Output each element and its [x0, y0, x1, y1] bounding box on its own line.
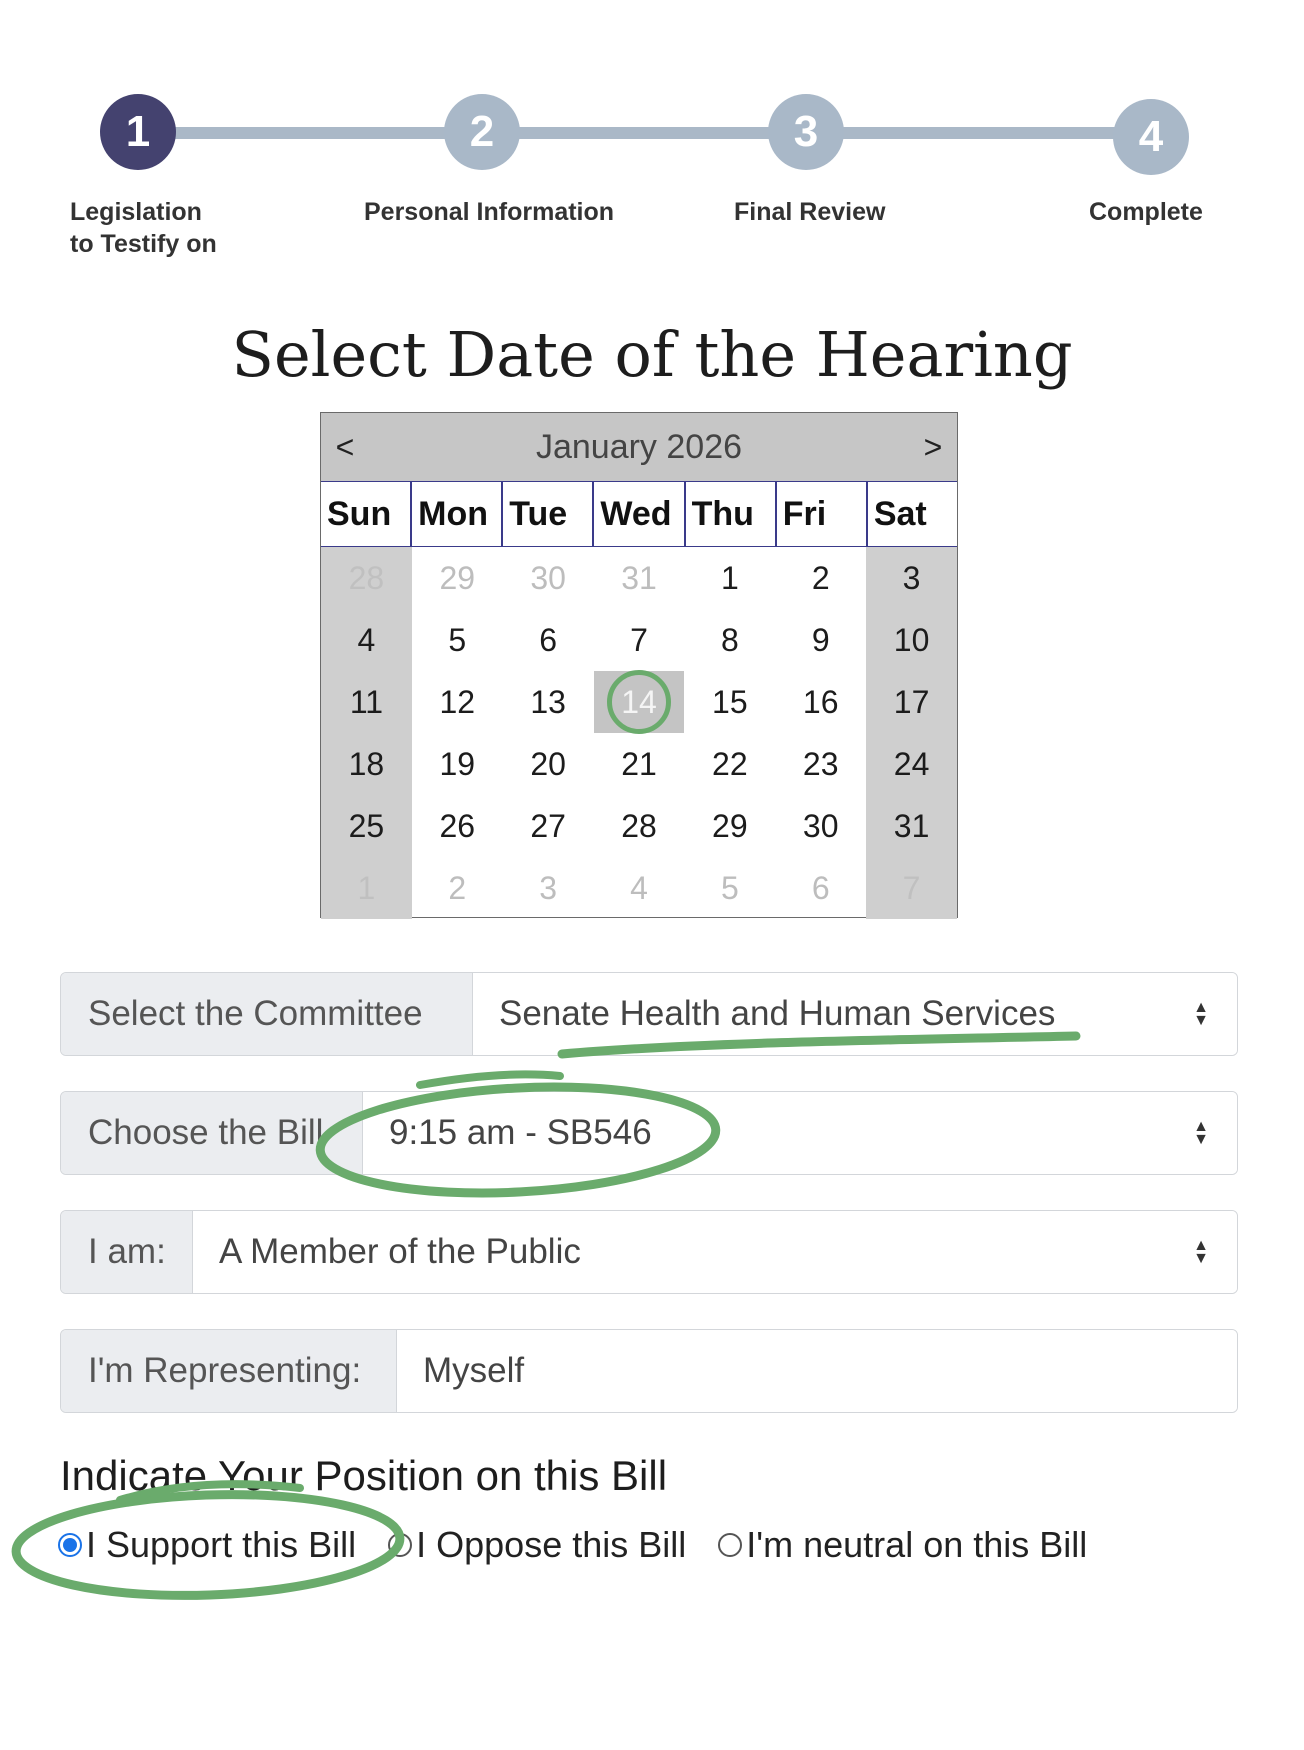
bill-input-group	[60, 1091, 1238, 1175]
calendar-day[interactable]: 21	[621, 745, 657, 782]
next-month-button[interactable]: >	[923, 428, 943, 465]
calendar-day[interactable]: 25	[321, 795, 412, 857]
role-input-group	[60, 1210, 1238, 1294]
representing-label: I'm Representing:	[61, 1330, 397, 1412]
committee-select-value: Senate Health and Human Services	[499, 994, 1056, 1033]
calendar-day-outside-month[interactable]: 31	[621, 559, 657, 596]
representing-input-group	[60, 1329, 1238, 1413]
calendar-day[interactable]: 13	[530, 683, 566, 720]
step-3-label: Final Review	[734, 198, 886, 226]
calendar-day[interactable]: 8	[720, 621, 739, 658]
calendar-day[interactable]: 18	[321, 733, 412, 795]
calendar-day-outside-month[interactable]: 6	[811, 869, 830, 906]
oppose-option[interactable]	[388, 1524, 686, 1566]
calendar-day-selected[interactable]: 14	[594, 671, 685, 733]
committee-input-group	[60, 972, 1238, 1056]
weekday-wed: Wed	[594, 482, 685, 546]
calendar-day[interactable]: 27	[530, 807, 566, 844]
calendar-day[interactable]: 15	[712, 683, 748, 720]
position-radio-group	[58, 1524, 1119, 1566]
calendar-day[interactable]: 10	[866, 609, 957, 671]
support-label: I Support this Bill	[86, 1524, 357, 1565]
bill-circle-annotation-tail	[420, 1074, 560, 1085]
committee-select[interactable]	[473, 973, 1237, 1055]
step-1-label-line1: Legislation	[70, 198, 202, 226]
step-2-circle: 2	[444, 94, 520, 170]
calendar-day[interactable]: 19	[439, 745, 476, 782]
calendar-day-outside-month[interactable]: 2	[448, 869, 467, 906]
calendar-day[interactable]: 11	[321, 671, 412, 733]
role-select-value: A Member of the Public	[219, 1232, 581, 1271]
weekday-fri: Fri	[777, 482, 868, 546]
calendar-day[interactable]: 23	[802, 745, 839, 782]
neutral-option[interactable]	[718, 1524, 1087, 1566]
role-label: I am:	[61, 1211, 193, 1293]
calendar-days-grid	[321, 547, 957, 919]
step-4-circle: 4	[1113, 99, 1189, 175]
step-1-label	[70, 196, 217, 260]
calendar-day[interactable]: 6	[539, 621, 558, 658]
calendar-day[interactable]: 9	[811, 621, 830, 658]
support-radio[interactable]	[58, 1533, 82, 1557]
calendar-day-outside-month[interactable]: 30	[530, 559, 566, 596]
calendar-day[interactable]: 20	[530, 745, 566, 782]
calendar-day-outside-month[interactable]: 7	[866, 857, 957, 919]
step-1-label-line2: to Testify on	[70, 230, 217, 258]
calendar-day[interactable]: 31	[866, 795, 957, 857]
weekday-sun: Sun	[321, 482, 412, 546]
step-connector	[810, 127, 1155, 139]
calendar-day-outside-month[interactable]: 4	[630, 869, 648, 906]
progress-stepper	[0, 0, 1304, 280]
oppose-label: I Oppose this Bill	[416, 1524, 687, 1565]
bill-select[interactable]	[363, 1092, 1237, 1174]
previous-month-button[interactable]: <	[335, 428, 355, 465]
calendar-day[interactable]: 17	[866, 671, 957, 733]
step-2-label: Personal Information	[364, 198, 615, 226]
weekday-sat: Sat	[873, 494, 927, 533]
bill-label: Choose the Bill	[61, 1092, 363, 1174]
page-title: Select Date of the Hearing	[231, 318, 1073, 391]
calendar-day[interactable]: 28	[621, 807, 657, 844]
weekday-tue: Tue	[503, 482, 594, 546]
calendar-day-outside-month[interactable]: 28	[321, 547, 412, 609]
bill-select-value: 9:15 am - SB546	[389, 1113, 652, 1152]
calendar-day[interactable]: 3	[866, 547, 957, 609]
weekday-thu: Thu	[686, 482, 777, 546]
representing-input-value: Myself	[423, 1351, 525, 1390]
calendar-day[interactable]: 4	[321, 609, 412, 671]
calendar-day[interactable]: 26	[439, 807, 476, 844]
select-arrows-icon: ▲ ▼	[1193, 999, 1209, 1029]
weekday-mon: Mon	[412, 482, 503, 546]
calendar-day[interactable]: 29	[712, 807, 748, 844]
select-arrows-icon: ▲ ▼	[1193, 1118, 1209, 1148]
position-heading: Indicate Your Position on this Bill	[60, 1452, 668, 1499]
calendar-day[interactable]: 30	[802, 807, 839, 844]
neutral-label: I'm neutral on this Bill	[746, 1524, 1088, 1565]
date-picker-calendar	[320, 412, 958, 918]
calendar-day[interactable]: 1	[720, 559, 739, 596]
support-option[interactable]	[58, 1524, 356, 1566]
calendar-day[interactable]: 2	[811, 559, 830, 596]
calendar-day[interactable]: 5	[448, 621, 467, 658]
committee-label: Select the Committee	[61, 973, 473, 1055]
calendar-header	[321, 413, 957, 481]
calendar-day-outside-month[interactable]: 29	[439, 559, 476, 596]
step-4-label: Complete	[1089, 198, 1203, 226]
calendar-day[interactable]: 24	[866, 733, 957, 795]
step-3-circle: 3	[768, 94, 844, 170]
calendar-day[interactable]: 7	[630, 621, 648, 658]
step-connector	[510, 127, 810, 139]
role-select[interactable]	[193, 1211, 1237, 1293]
select-arrows-icon: ▲ ▼	[1193, 1237, 1209, 1267]
calendar-day-outside-month[interactable]: 5	[720, 869, 739, 906]
step-1-circle: 1	[100, 94, 176, 170]
neutral-radio[interactable]	[718, 1533, 742, 1557]
calendar-day-outside-month[interactable]: 3	[539, 869, 558, 906]
calendar-day[interactable]: 12	[439, 683, 476, 720]
representing-input[interactable]	[397, 1330, 1237, 1412]
calendar-day-outside-month[interactable]: 1	[321, 857, 412, 919]
calendar-month-label: January 2026	[535, 427, 743, 466]
calendar-day[interactable]: 22	[712, 745, 748, 782]
weekday-header-row	[321, 481, 957, 547]
calendar-day[interactable]: 16	[802, 683, 839, 720]
oppose-radio[interactable]	[388, 1533, 412, 1557]
